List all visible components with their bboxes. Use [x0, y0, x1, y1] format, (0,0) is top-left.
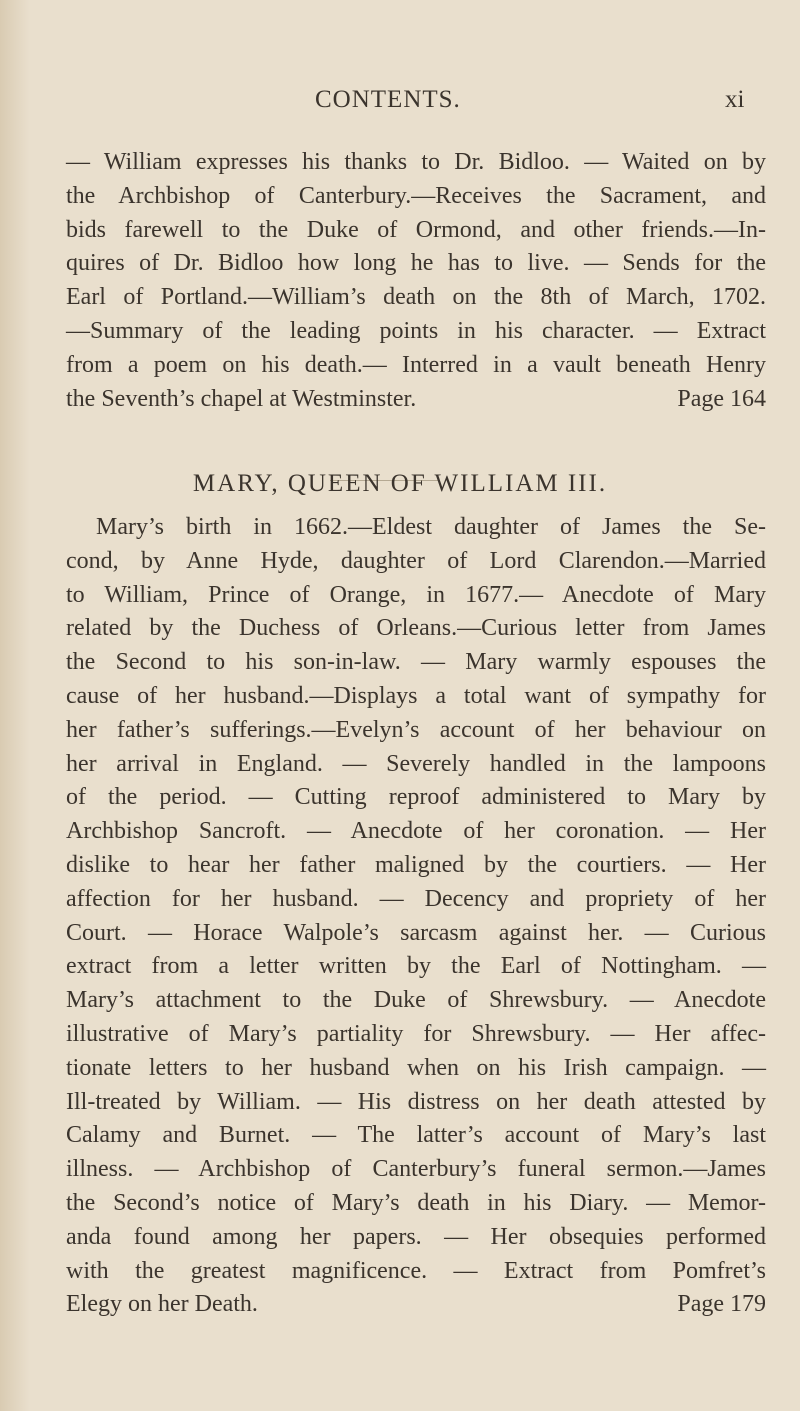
text-line: — William expresses his thanks to Dr. Bidloo. — Waited on by: [66, 149, 766, 175]
text-line: with the greatest magnificence. — Extract from Pomfret’s: [66, 1257, 766, 1284]
running-header: [0, 86, 800, 120]
text-line: to William, Prince of Orange, in 1677.— Anecdote of Mary: [66, 581, 766, 608]
text-line: related by the Duchess of Orleans.—Curious letter from James: [66, 615, 766, 642]
text-line: illustrative of Mary’s partiality for Shrewsbury. — Her affec-: [66, 1020, 766, 1047]
text-line: anda found among her papers. — Her obsequies performed: [66, 1223, 766, 1250]
header-page-number: xi: [725, 86, 745, 113]
page-reference: Page 179: [677, 1291, 766, 1318]
text-line: Elegy on her Death.: [66, 1291, 258, 1318]
text-line: dislike to hear her father maligned by the courtiers. — Her: [66, 851, 766, 878]
section-william-summary: [66, 146, 766, 416]
section-title: MARY, QUEEN OF WILLIAM III.: [192, 470, 608, 497]
text-line: her arrival in England. — Severely handled in the lampoons: [66, 750, 766, 777]
text-line: Mary’s birth in 1662.—Eldest daughter of James the Se-: [96, 514, 766, 540]
text-line: bids farewell to the Duke of Ormond, and other friends.—In-: [66, 216, 766, 243]
last-line: [66, 383, 766, 417]
header-title: CONTENTS.: [315, 86, 461, 113]
page-edge-shadow: [0, 0, 30, 1411]
text-line: extract from a letter written by the Earl of Nottingham. —: [66, 953, 766, 980]
text-line: Calamy and Burnet. — The latter’s account of Mary’s last: [66, 1122, 766, 1149]
text-line: the Archbishop of Canterbury.—Receives the Sacrament, and: [66, 182, 766, 209]
text-line: Earl of Portland.—William’s death on the 8th of March, 1702.: [66, 284, 766, 311]
text-line: Mary’s attachment to the Duke of Shrewsbury. — Anecdote: [66, 987, 766, 1014]
text-line: tionate letters to her husband when on his Irish campaign. —: [66, 1054, 766, 1081]
text-line: Archbishop Sancroft. — Anecdote of her coronation. — Her: [66, 818, 766, 845]
text-line: —Summary of the leading points in his character. — Extract: [66, 317, 766, 344]
page-reference: Page 164: [677, 385, 766, 412]
text-line: her father’s sufferings.—Evelyn’s account of her behaviour on: [66, 716, 766, 743]
text-line: of the period. — Cutting reproof administered to Mary by: [66, 784, 766, 811]
text-line: the Seventh’s chapel at Westminster.: [66, 385, 417, 412]
text-line: from a poem on his death.— Interred in a vault beneath Henry: [66, 351, 766, 378]
section-mary-summary: [66, 511, 766, 1322]
text-line: illness. — Archbishop of Canterbury’s funeral sermon.—James: [66, 1156, 766, 1183]
text-line: cond, by Anne Hyde, daughter of Lord Clarendon.—Married: [66, 547, 766, 574]
text-line: the Second’s notice of Mary’s death in his Diary. — Memor-: [66, 1189, 766, 1216]
last-line: [66, 1288, 766, 1322]
text-line: the Second to his son-in-law. — Mary warmly espouses the: [66, 649, 766, 676]
text-line: cause of her husband.—Displays a total want of sympathy for: [66, 682, 766, 709]
text-line: Court. — Horace Walpole’s sarcasm against her. — Curious: [66, 919, 766, 946]
text-line: quires of Dr. Bidloo how long he has to live. — Sends for the: [66, 250, 766, 277]
text-line: affection for her husband. — Decency and propriety of her: [66, 885, 766, 912]
text-line: Ill-treated by William. — His distress on her death attested by: [66, 1088, 766, 1115]
